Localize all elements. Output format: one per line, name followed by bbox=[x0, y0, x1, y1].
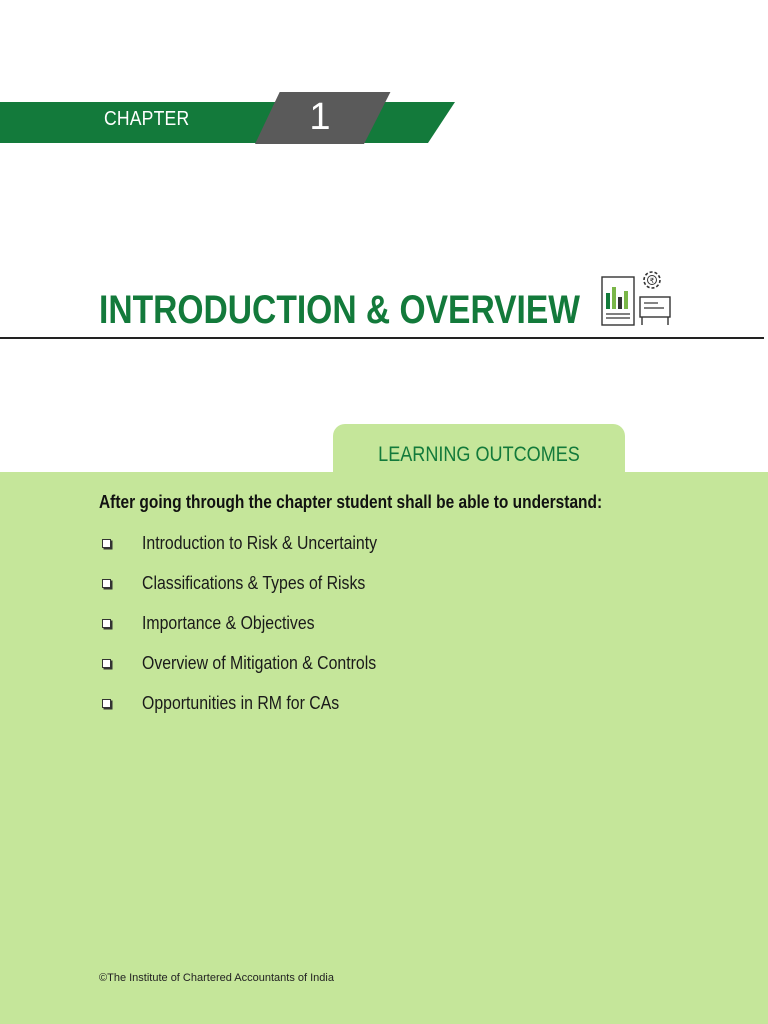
learning-outcomes-tab bbox=[333, 424, 625, 474]
list-item bbox=[0, 573, 600, 595]
list-item-text: Opportunities in RM for CAs bbox=[142, 693, 340, 713]
checkbox-bullet-icon bbox=[102, 539, 111, 548]
title-rule bbox=[0, 337, 764, 339]
list-item-text: Importance & Objectives bbox=[142, 613, 315, 633]
svg-text:₹: ₹ bbox=[649, 277, 655, 285]
list-item bbox=[0, 613, 600, 635]
list-item bbox=[0, 533, 600, 555]
checkbox-bullet-icon bbox=[102, 579, 111, 588]
chapter-banner bbox=[0, 101, 460, 145]
checkbox-bullet-icon bbox=[102, 659, 111, 668]
learning-outcomes-heading: LEARNING OUTCOMES bbox=[378, 443, 580, 466]
list-item-text: Introduction to Risk & Uncertainty bbox=[142, 533, 378, 553]
list-item-text: Classifications & Types of Risks bbox=[142, 573, 366, 593]
copyright-footer: ©The Institute of Chartered Accountants of India bbox=[99, 972, 334, 984]
list-item bbox=[0, 653, 600, 675]
list-item-text: Overview of Mitigation & Controls bbox=[142, 653, 377, 673]
checkbox-bullet-icon bbox=[102, 619, 111, 628]
list-item bbox=[0, 693, 600, 715]
chapter-label: CHAPTER bbox=[104, 108, 190, 130]
chart-document-desk-icon bbox=[600, 267, 672, 329]
page-title: INTRODUCTION & OVERVIEW bbox=[99, 288, 581, 332]
chapter-number: 1 bbox=[309, 96, 331, 138]
learning-outcomes-intro: After going through the chapter student shall be able to understand: bbox=[99, 492, 603, 512]
checkbox-bullet-icon bbox=[102, 699, 111, 708]
